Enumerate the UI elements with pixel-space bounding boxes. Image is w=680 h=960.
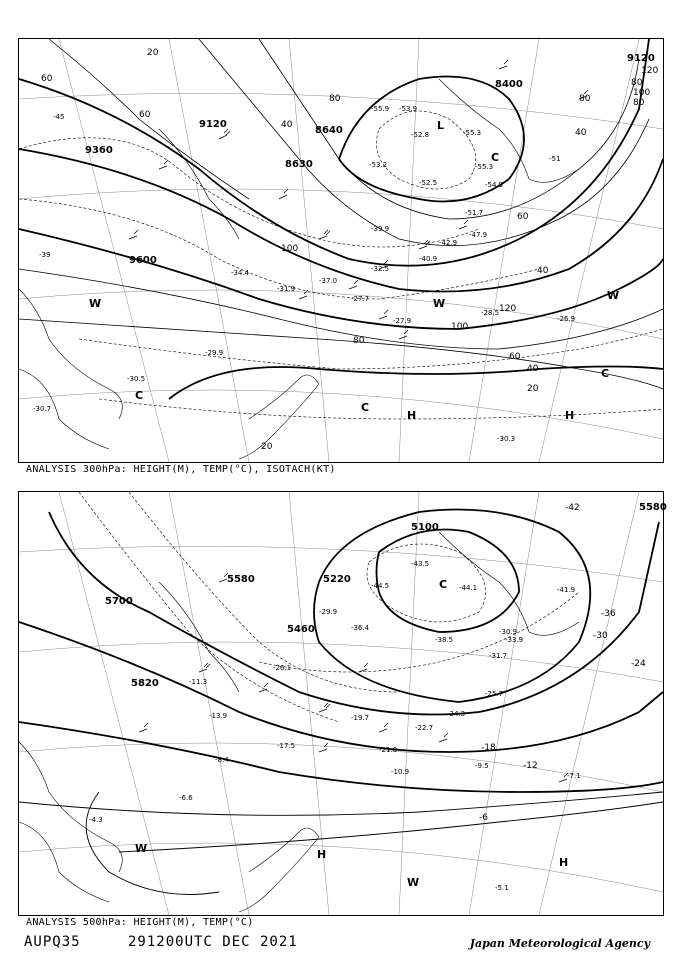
high-center-label: H: [565, 409, 575, 422]
station-temp: -34.4: [231, 269, 250, 277]
station-temp: -25.7: [485, 690, 504, 698]
station-temp: -55.3: [463, 129, 482, 137]
isotach-label: 100: [451, 322, 469, 332]
cold-center-label: C: [439, 578, 448, 591]
station-temp: -7.1: [567, 772, 581, 780]
graticule: [19, 39, 663, 462]
isotherm-label: -18: [481, 743, 496, 753]
coastlines: [19, 532, 579, 912]
station-temp: -51: [549, 155, 561, 163]
station-temp: -30.9: [499, 628, 518, 636]
isotach-label: 100: [633, 88, 651, 98]
height-label: 5220: [323, 574, 351, 585]
height-label: 5580: [639, 502, 667, 513]
station-temp: -17.5: [277, 742, 296, 750]
isotach-label: 40: [537, 266, 549, 276]
station-temp: -55.9: [371, 105, 390, 113]
map-300hpa-svg: [19, 39, 663, 462]
station-temp: -53.2: [369, 161, 388, 169]
isotach-label: 120: [499, 304, 517, 314]
coastlines: [19, 79, 579, 459]
isotach-label: 60: [517, 212, 529, 222]
valid-time: 291200UTC DEC 2021: [128, 934, 298, 950]
isotach-label: 60: [139, 110, 151, 120]
station-temp: -19.7: [351, 714, 370, 722]
temperature-contours: [19, 792, 663, 895]
isotherm-label: -6: [479, 813, 488, 823]
station-temp: -39.9: [371, 225, 390, 233]
station-temp: -37.0: [319, 277, 338, 285]
warm-label: W: [89, 297, 102, 310]
station-temp: -11.3: [189, 678, 208, 686]
isotherm-label: -24: [631, 659, 646, 669]
station-temp: -28.5: [481, 309, 500, 317]
cold-label: C: [135, 389, 144, 402]
station-temp: -30.5: [127, 375, 146, 383]
station-temp: -45: [53, 113, 65, 121]
isotach-label: 80: [329, 94, 341, 104]
panel-300-caption: ANALYSIS 300hPa: HEIGHT(M), TEMP(°C), ISOTACH(KT): [26, 464, 336, 475]
warm-label: W: [407, 876, 420, 889]
station-temp: -55.3: [475, 163, 494, 171]
isotherm-label: -36: [601, 609, 616, 619]
station-temp: -29.9: [319, 608, 338, 616]
station-temp: -40.9: [419, 255, 438, 263]
map-500hpa-svg: [19, 492, 667, 915]
low-center-label: L: [437, 119, 445, 132]
height-contours: [19, 510, 663, 793]
map-panel-500hpa: [18, 491, 667, 916]
station-temp: -30.3: [497, 435, 516, 443]
station-temp: -13.9: [209, 712, 228, 720]
station-temp: -31.7: [489, 652, 508, 660]
station-temp: -24.3: [447, 710, 466, 718]
isotach-label: 40: [527, 364, 539, 374]
bulletin-id: AUPQ35: [24, 934, 81, 950]
isotach-label: 20: [261, 442, 273, 452]
high-center-label: H: [559, 856, 569, 869]
cold-label: C: [361, 401, 370, 414]
temperature-labels: [479, 503, 646, 823]
isotach-contours: [19, 39, 663, 389]
station-temp: -44.5: [371, 582, 390, 590]
height-labels: [105, 502, 667, 689]
height-label: 9120: [627, 53, 655, 64]
isotherm-label: -42: [565, 503, 580, 513]
station-temp: -36.4: [351, 624, 370, 632]
height-label: 8630: [285, 159, 313, 170]
panel-500-caption: ANALYSIS 500hPa: HEIGHT(M), TEMP(°C): [26, 917, 254, 928]
station-temp: -42.9: [439, 239, 458, 247]
station-temp: -54.9: [485, 181, 504, 189]
isotach-label: 100: [281, 244, 299, 254]
station-temp: -26.1: [273, 664, 292, 672]
isotherm-label: -12: [523, 761, 538, 771]
height-label: 8400: [495, 79, 523, 90]
height-label: 5820: [131, 678, 159, 689]
station-temp: -21.0: [379, 746, 398, 754]
height-label: 8640: [315, 125, 343, 136]
high-center-label: H: [317, 848, 327, 861]
cold-label: C: [491, 151, 500, 164]
height-label: 5460: [287, 624, 315, 635]
station-temp: -39: [39, 251, 51, 259]
station-temp: -38.5: [435, 636, 454, 644]
station-temp: -47.9: [469, 231, 488, 239]
isotach-label: 40: [575, 128, 587, 138]
station-temp: -31.9: [277, 285, 296, 293]
height-label: 9600: [129, 255, 157, 266]
isotach-label: 80: [633, 98, 645, 108]
height-label: 5580: [227, 574, 255, 585]
station-temp: -27.9: [393, 317, 412, 325]
station-temp: -43.5: [411, 560, 430, 568]
station-temp: -41.9: [557, 586, 576, 594]
station-temp: -29.9: [205, 349, 224, 357]
isotach-label: 80: [579, 94, 591, 104]
station-temp: -9.5: [475, 762, 489, 770]
isotach-label: 20: [147, 48, 159, 58]
station-temp: -52.5: [419, 179, 438, 187]
station-temp: -8.4: [215, 756, 229, 764]
isotach-label: 20: [527, 384, 539, 394]
height-contours: [19, 39, 663, 399]
warm-label: W: [433, 297, 446, 310]
station-temp: -53.9: [399, 105, 418, 113]
isotherm-label: -30: [593, 631, 608, 641]
height-label: 5700: [105, 596, 133, 607]
warm-label: W: [135, 842, 148, 855]
station-temp: -33.9: [505, 636, 524, 644]
station-temp: -27.7: [351, 295, 370, 303]
map-panel-300hpa: [18, 38, 664, 463]
height-label: 9360: [85, 145, 113, 156]
warm-label: W: [607, 289, 620, 302]
station-temp: -52.8: [411, 131, 430, 139]
isotach-label: 80: [631, 78, 643, 88]
station-temp: -44.1: [459, 584, 478, 592]
height-label: 9120: [199, 119, 227, 130]
isotach-label: 60: [41, 74, 53, 84]
isotherms: [19, 111, 663, 419]
station-temp: -6.6: [179, 794, 193, 802]
cold-label: C: [601, 367, 610, 380]
station-temp: -22.7: [415, 724, 434, 732]
station-temp: -51.7: [465, 209, 484, 217]
station-temp: -32.5: [371, 265, 390, 273]
high-center-label: H: [407, 409, 417, 422]
station-temp: -4.3: [89, 816, 103, 824]
isotach-label: 40: [281, 120, 293, 130]
isotach-label: 80: [353, 336, 365, 346]
station-temp: -26.9: [557, 315, 576, 323]
isotach-label: 120: [641, 66, 659, 76]
height-label: 5100: [411, 522, 439, 533]
station-temp: -5.1: [495, 884, 509, 892]
station-temp: -10.9: [391, 768, 410, 776]
agency-credit: Japan Meteorological Agency: [469, 937, 650, 950]
station-temp: -30.7: [33, 405, 52, 413]
isotach-label: 60: [509, 352, 521, 362]
